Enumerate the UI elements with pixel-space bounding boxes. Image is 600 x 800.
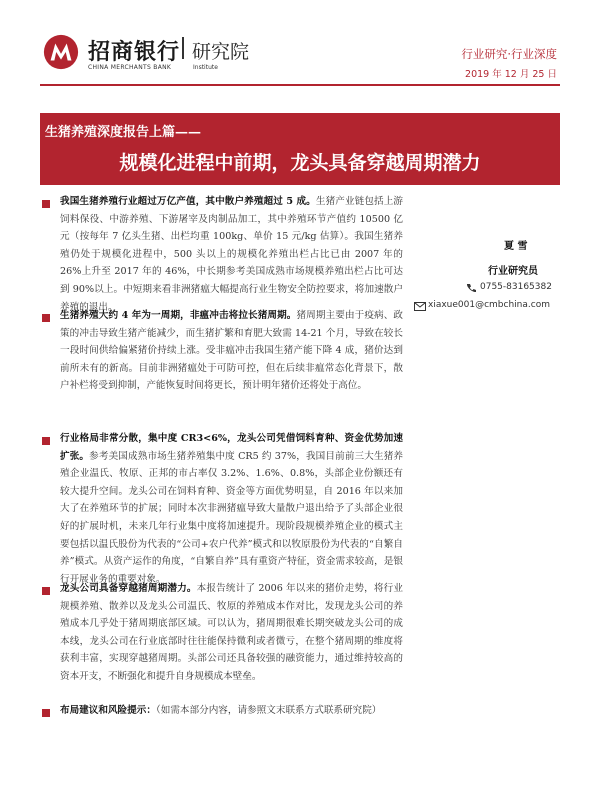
brand-divider	[182, 37, 184, 59]
section-advice-risk	[60, 702, 460, 720]
section-body: 本报告统计了 2006 年以来的猪价走势，将行业规模养殖、散养以及龙头公司温氏、牧原的养殖成本作对比，发现龙头公司的养殖成本几乎处于猪周期底部区域。可以认为，猪周期很难长期突破龙头公司的成本线，龙头公司在行业底部时往往能保持微利或者微亏，在整个猪周期的维度将获利丰富，实现穿越猪周期。头部公司还具备较强的融资能力，通过维持较高的资本开支，不断强化和提升自身规模成本壁垒。	[60, 583, 403, 682]
section-industry-scale	[60, 193, 403, 316]
section-body: 生猪产业链包括上游饲料保役、中游养殖、下游屠宰及肉制品加工，其中养殖环节产值约 10500 亿元（按每年 7 亿头生猪、出栏均重 100kg、单价 15 元/kg 估算）。我国生猪养殖仍处于规模化进程中，500 头以上的规模化养殖出栏占比已由 2007 年的 26%上升至 2017 年的 46%，中长期参考美国成熟市场规模养殖出栏占比可达到 90%以上。中短期来看非洲猪瘟大幅提高行业生物安全防控要求，将加速散户养殖的退出。	[60, 196, 404, 313]
report-subtitle: 生猪养殖深度报告上篇——	[45, 125, 202, 140]
section-bullet-icon	[42, 709, 50, 717]
section-lead: 我国生猪养殖行业超过万亿产值，其中散户养殖超过 5 成。	[60, 196, 316, 207]
section-body: 猪周期主要由于疫病、政策的冲击导致生猪产能减少，而生猪扩繁和育肥大致需 14-21 个月，导致在较长一段时间供给偏紧猪价持续上涨。受非瘟冲击我国生猪产能下降 4 成，猪价达到前所未有的新高。目前非洲猪瘟处于可防可控，但在后续非瘟常态化背景下，散户补栏将受到抑制，产能恢复时间将更长，预计明年猪价还将处于高位。	[60, 310, 404, 392]
brand-name-en: CHINA MERCHANTS BANK	[88, 64, 172, 71]
institute-name: 研究院	[192, 41, 250, 63]
section-body: 参考美国成熟市场生猪养殖集中度 CR5 约 37%，我国目前前三大生猪养殖企业温氏、牧原、正邦的市占率仅 3.2%、1.6%、0.8%，头部企业份额还有较大提升空间。龙头公司在饲料育种、资金等方面优势明显，自 2016 年以来加大了在养殖环节的扩展；同时本次非洲猪瘟导致大量散户退出给予了头部企业很好的扩展时机，未来几年行业集中度将加速提升。现阶段规模养殖企业的模式主要包括以温氏股份为代表的“公司+农户代养”模式和以牧原股份为代表的“自繁自养”模式。从资产运作的角度，“自繁自养”具有重资产特征，资金需求较高，是银行开展业务的重要对象。	[60, 450, 404, 585]
phone-icon	[466, 283, 476, 293]
author-name: 夏 雪	[504, 241, 528, 252]
report-title: 规模化进程中前期，龙头具备穿越周期潜力	[119, 152, 481, 174]
header-rule	[40, 84, 560, 86]
institute-name-en: Institute	[193, 64, 218, 71]
author-email[interactable]: xiaxue001@cmbchina.com	[428, 300, 550, 310]
section-bullet-icon	[42, 200, 50, 208]
brand-name: 招商银行	[88, 40, 181, 65]
report-date: 2019 年 12 月 25 日	[465, 69, 557, 80]
section-lead: 生猪养殖大约 4 年为一周期，非瘟冲击将拉长猪周期。	[60, 310, 297, 321]
section-hog-cycle	[60, 307, 403, 395]
section-lead: 行业格局非常分散，集中度 CR3<6%，龙头公司凭借饲料育种、资金优势加速扩张。	[60, 433, 403, 462]
section-lead: 布局建议和风险提示：	[60, 705, 156, 716]
author-phone: 0755-83165382	[480, 282, 552, 292]
section-bullet-icon	[42, 314, 50, 322]
report-type: 行业研究·行业深度	[461, 47, 557, 61]
section-bullet-icon	[42, 587, 50, 595]
section-industry-structure	[60, 430, 403, 588]
section-body: （如需本部分内容，请参照文末联系方式联系研究院）	[155, 705, 382, 716]
section-bullet-icon	[42, 437, 50, 445]
section-lead: 龙头公司具备穿越猪周期潜力。	[60, 583, 197, 594]
author-role: 行业研究员	[488, 266, 538, 277]
section-leader-advantage	[60, 580, 403, 686]
cmb-logo-icon	[42, 33, 80, 71]
email-icon	[414, 302, 426, 311]
